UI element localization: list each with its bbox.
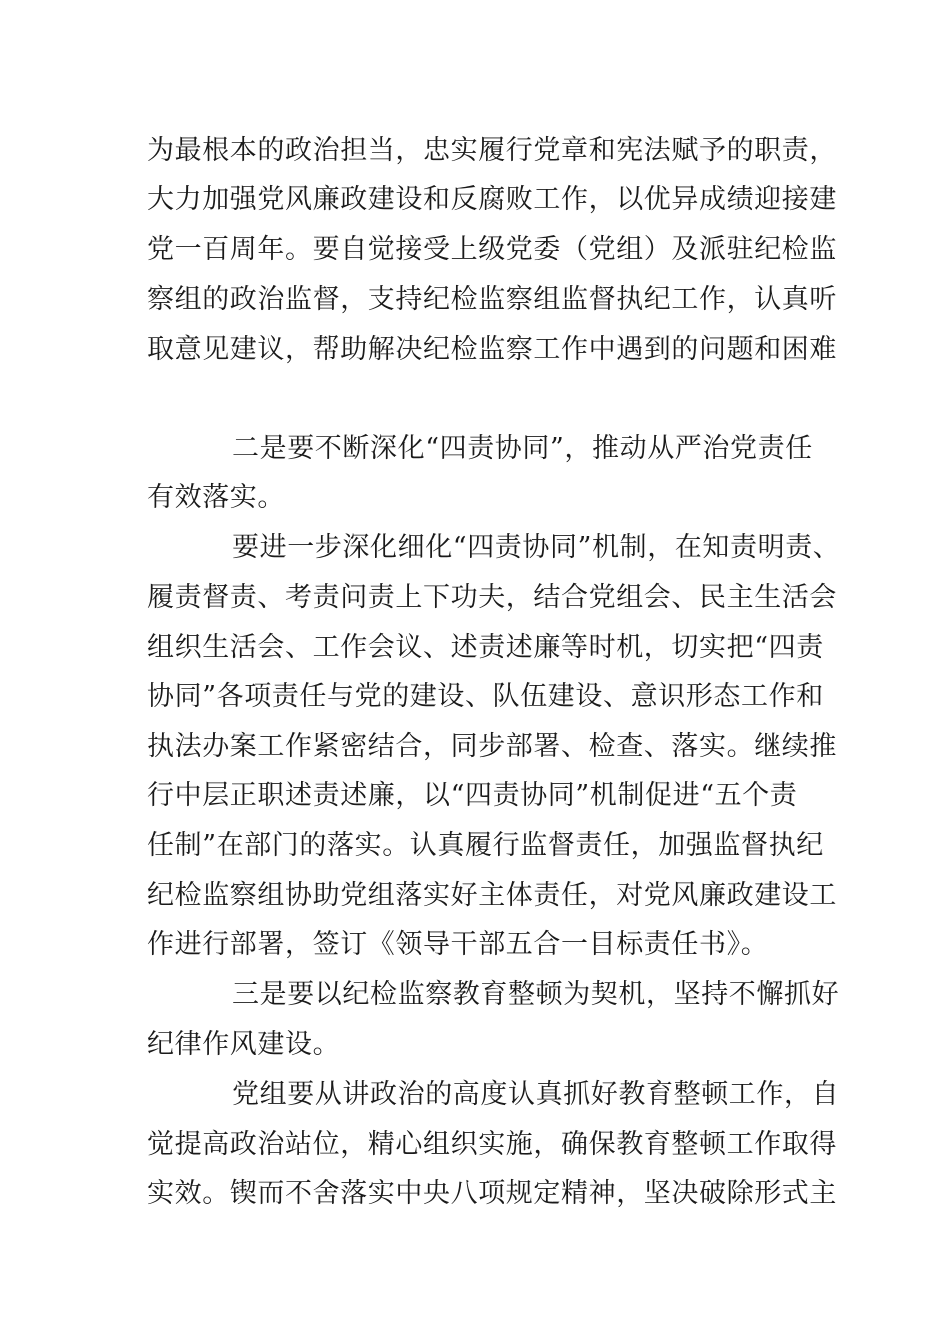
paragraph-line: 行中层正职述责述廉，以“四责协同”机制促进“五个责 <box>147 780 798 811</box>
paragraph-line: 履责督责、考责问责上下功夫，结合党组会、民主生活会 <box>147 582 837 613</box>
paragraph-line: 要进一步深化细化“四责协同”机制，在知责明责、 <box>232 532 841 563</box>
section-heading-line: 三是要以纪检监察教育整顿为契机，坚持不懈抓好 <box>232 979 840 1010</box>
paragraph-line: 觉提高政治站位，精心组织实施，确保教育整顿工作取得 <box>147 1129 837 1160</box>
paragraph-line: 党组要从讲政治的高度认真抓好教育整顿工作，自 <box>232 1079 840 1110</box>
paragraph-line: 取意见建议，帮助解决纪检监察工作中遇到的问题和困难 <box>147 334 837 365</box>
paragraph-line: 组织生活会、工作会议、述责述廉等时机，切实把“四责 <box>147 632 824 663</box>
section-heading-line: 二是要不断深化“四责协同”，推动从严治党责任 <box>232 433 813 464</box>
paragraph-line: 党一百周年。要自觉接受上级党委（党组）及派驻纪检监 <box>147 234 837 265</box>
paragraph-line: 为最根本的政治担当，忠实履行党章和宪法赋予的职责， <box>147 135 837 166</box>
paragraph-line: 任制”在部门的落实。认真履行监督责任，加强监督执纪 <box>147 830 824 861</box>
paragraph-line: 察组的政治监督，支持纪检监察组监督执纪工作，认真听 <box>147 284 837 315</box>
paragraph-line: 作进行部署，签订《领导干部五合一目标责任书》。 <box>147 929 769 960</box>
paragraph-line: 纪检监察组协助党组落实好主体责任，对党风廉政建设工 <box>147 880 837 911</box>
paragraph-line: 大力加强党风廉政建设和反腐败工作，以优异成绩迎接建 <box>147 184 837 215</box>
section-heading-line: 纪律作风建设。 <box>147 1029 341 1060</box>
paragraph-line: 协同”各项责任与党的建设、队伍建设、意识形态工作和 <box>147 681 824 712</box>
section-heading-line: 有效落实。 <box>147 482 285 513</box>
paragraph-line: 执法办案工作紧密结合，同步部署、检查、落实。继续推 <box>147 731 837 762</box>
paragraph-line: 实效。锲而不舍落实中央八项规定精神，坚决破除形式主 <box>147 1178 837 1209</box>
